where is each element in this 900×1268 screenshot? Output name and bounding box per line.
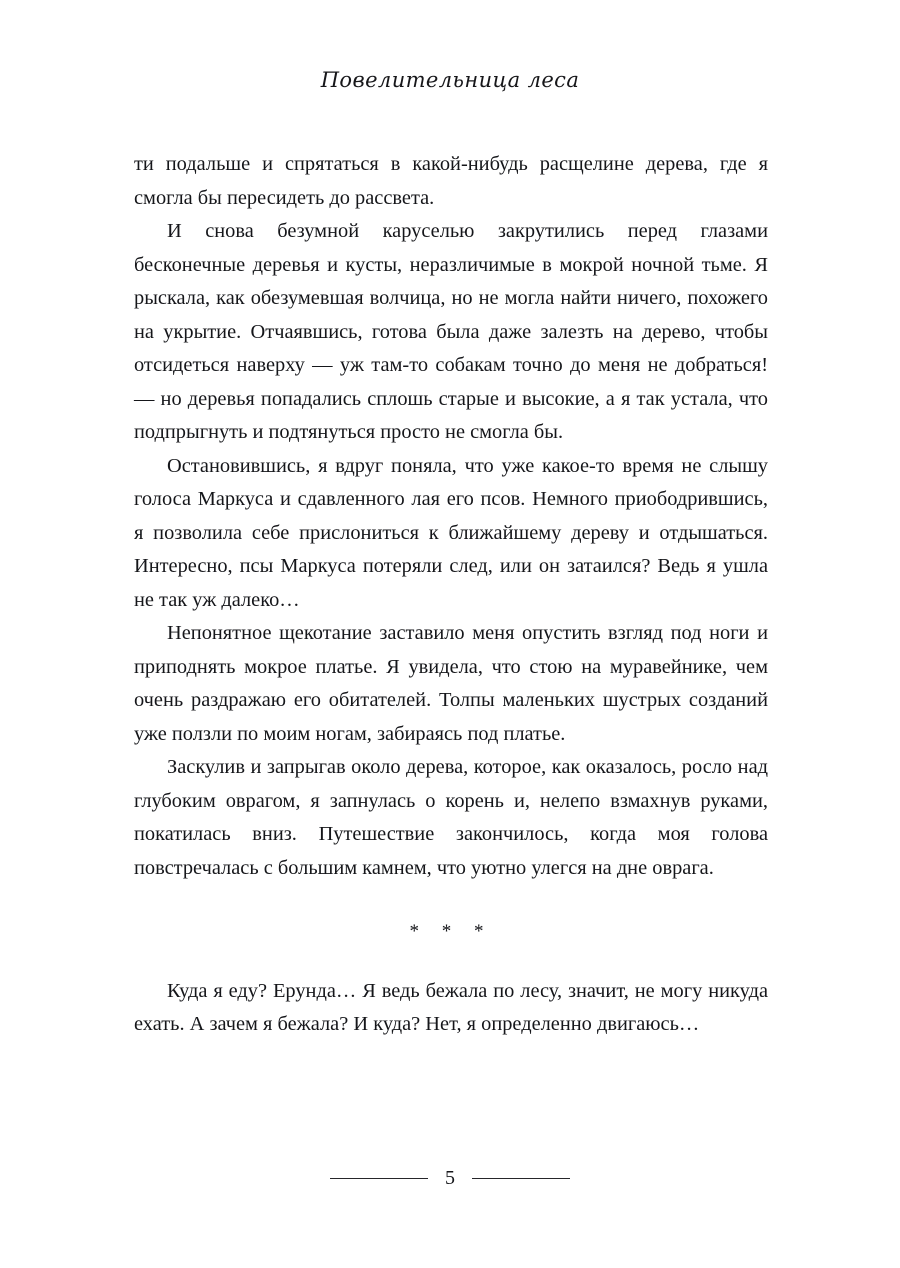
paragraph: Остановившись, я вдруг поняла, что уже какое-то время не слышу голоса Маркуса и сдавленного лая его псов. Немного приободрившись, я позволила себе прислониться к ближайшему дереву и отдышаться. Интересно, псы Маркуса потеряли след, или он затаился? Ведь я ушла не так уж далеко… [134, 454, 768, 611]
footer-rule-left [330, 1178, 428, 1179]
paragraph: Непонятное щекотание заставило меня опустить взгляд под ноги и приподнять мокрое платье. Я увидела, что стою на муравейнике, чем очень раздражаю его обитателей. Толпы маленьких шустрых созданий уже ползли по моим ногам, забираясь под платье. [134, 622, 768, 745]
paragraph: И снова безумной каруселью закрутились перед глазами бесконечные деревья и кусты, неразличимые в мокрой ночной тьме. Я рыскала, как обезумевшая волчица, но не могла найти ничего, похожего на укрытие. Отчаявшись, готова была даже залезть на дерево, чтобы отсидеться наверху — уж там-то собакам точно до меня не добраться! — но деревья попадались сплошь старые и высокие, а я так устала, что подпрыгнуть и подтянуться просто не смогла бы. [134, 220, 768, 443]
page-number: 5 [445, 1167, 455, 1189]
page-footer [0, 1167, 900, 1190]
book-page [0, 68, 900, 1268]
body-text-block [134, 148, 768, 1042]
paragraph: ти подальше и спрятаться в какой-нибудь расщелине дерева, где я смогла бы пересидеть до рассвета. [134, 153, 768, 209]
paragraph: Куда я еду? Ерунда… Я ведь бежала по лесу, значит, не могу никуда ехать. А зачем я бежала? И куда? Нет, я определенно двигаюсь… [134, 979, 768, 1035]
running-head: Повелительница леса [320, 68, 580, 92]
scene-break-separator: * * * [409, 921, 493, 942]
footer-rule-right [472, 1178, 570, 1179]
paragraph: Заскулив и запрыгав около дерева, которое, как оказалось, росло над глубоким оврагом, я запнулась о корень и, нелепо взмахнув руками, покатилась вниз. Путешествие закончилось, когда моя голова повстречалась с большим камнем, что уютно улегся на дне оврага. [134, 756, 768, 879]
